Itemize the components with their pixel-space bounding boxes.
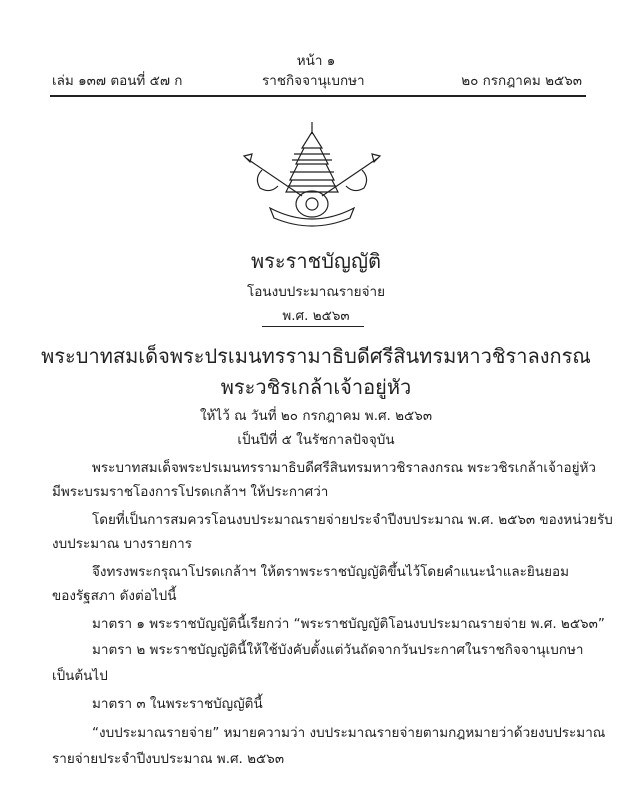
section-1: มาตรา ๑ พระราชบัญญัตินี้เรียกว่า “พระราชบัญญัติโอนงบประมาณรายจ่าย พ.ศ. ๒๕๖๓”	[92, 616, 605, 632]
king-name-line1: พระบาทสมเด็จพระปรเมนทรรามาธิบดีศรีสินทรมหาวชิราลงกรณ	[41, 344, 591, 368]
volume-issue: เล่ม ๑๓๗ ตอนที่ ๕๗ ก	[52, 73, 183, 89]
reign-year: เป็นปีที่ ๕ ในรัชกาลปัจจุบัน	[237, 432, 395, 448]
king-name-line2: พระวชิรเกล้าเจ้าอยู่หัว	[220, 375, 412, 399]
header-rule	[50, 95, 586, 97]
page-number: หน้า ๑	[296, 53, 336, 69]
body-line: งบประมาณ บางรายการ	[52, 536, 193, 552]
body-line: เป็นต้นไป	[52, 668, 108, 684]
document-title: พระราชบัญญัติ	[251, 249, 381, 273]
publication-date: ๒๐ กรกฎาคม ๒๕๖๓	[461, 73, 582, 89]
section-3: มาตรา ๓ ในพระราชบัญญัตินี้	[92, 696, 263, 712]
section-2: มาตรา ๒ พระราชบัญญัตินี้ให้ใช้บังคับตั้งแต่วันถัดจากวันประกาศในราชกิจจานุเบกษา	[92, 642, 584, 658]
definition-line: “งบประมาณรายจ่าย” หมายความว่า งบประมาณรายจ่ายตามกฎหมายว่าด้วยงบประมาณ	[92, 725, 606, 741]
royal-garuda-emblem-icon	[242, 120, 382, 230]
body-line: จึงทรงพระกรุณาโปรดเกล้าฯ ให้ตราพระราชบัญญัติขึ้นไว้โดยคำแนะนำและยินยอม	[92, 564, 569, 580]
body-line: โดยที่เป็นการสมควรโอนงบประมาณรายจ่ายประจำปีงบประมาณ พ.ศ. ๒๕๖๓ ของหน่วยรับ	[92, 512, 613, 528]
body-line: รายจ่ายประจำปีงบประมาณ พ.ศ. ๒๕๖๓	[52, 751, 285, 767]
document-subtitle: โอนงบประมาณรายจ่าย	[247, 284, 385, 300]
body-line: พระบาทสมเด็จพระปรเมนทรรามาธิบดีศรีสินทรมหาวชิราลงกรณ พระวชิรเกล้าเจ้าอยู่หัว	[92, 460, 597, 476]
document-year: พ.ศ. ๒๕๖๓	[282, 308, 350, 324]
body-line: ของรัฐสภา ดังต่อไปนี้	[52, 588, 177, 604]
given-date: ให้ไว้ ณ วันที่ ๒๐ กรกฎาคม พ.ศ. ๒๕๖๓	[199, 408, 433, 424]
publication-name: ราชกิจจานุเบกษา	[262, 73, 365, 89]
title-rule	[262, 326, 364, 327]
body-line: มีพระบรมราชโองการโปรดเกล้าฯ ให้ประกาศว่า	[52, 484, 329, 500]
